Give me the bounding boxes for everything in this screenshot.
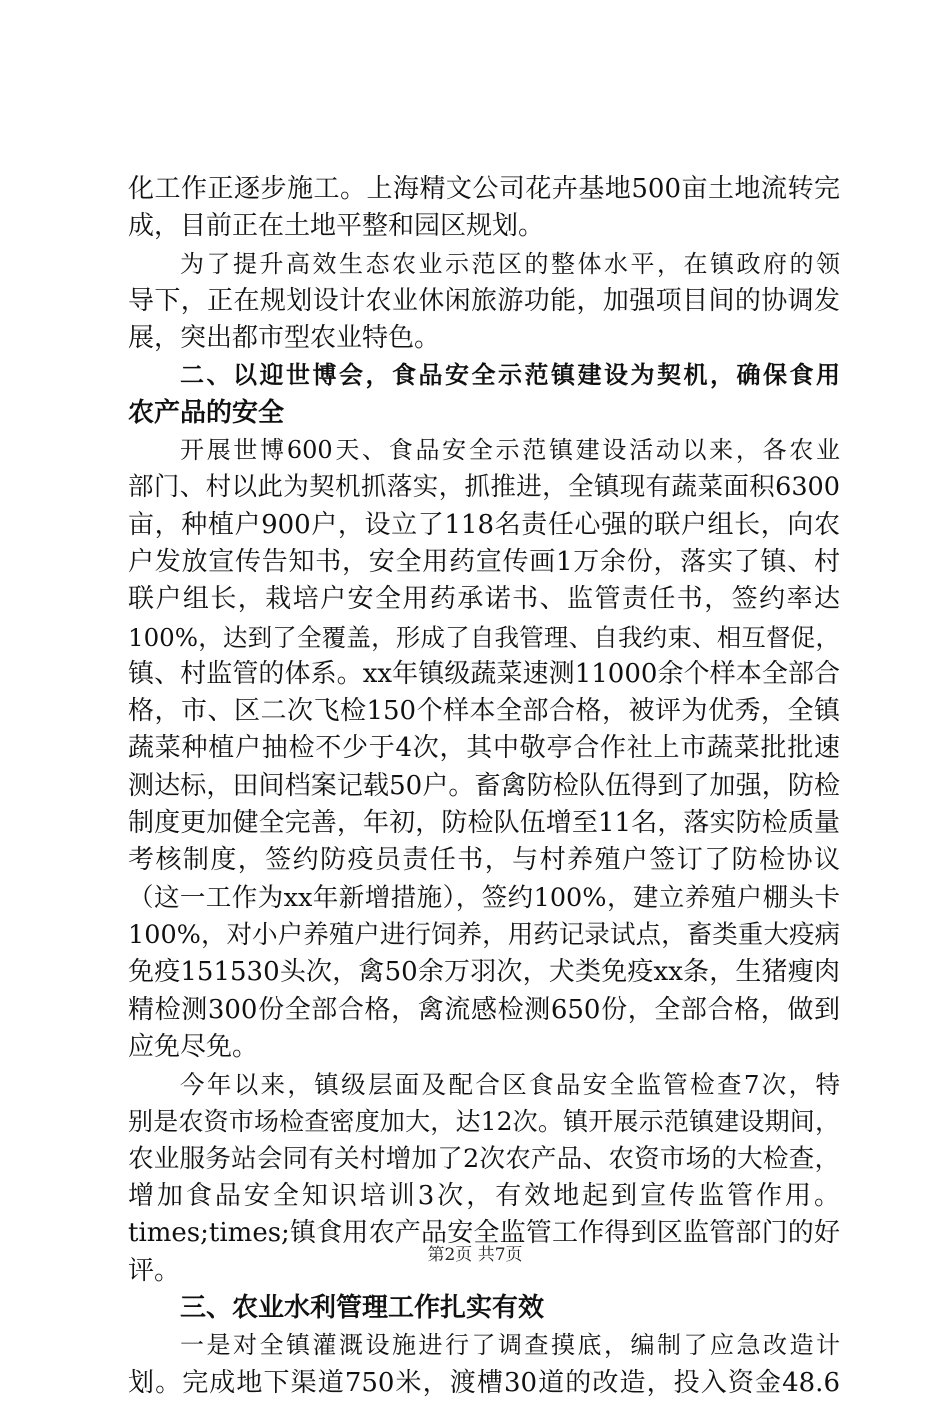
paragraph-line: 成，目前正在土地平整和园区规划。 [128,211,545,242]
document-body [128,171,840,1402]
section-heading-line: 三、农业水利管理工作扎实有效 [180,1292,545,1323]
paragraph-line: 部门、村以此为契机抓落实，抓推进，全镇现有蔬菜面积6300 [128,472,840,503]
paragraph-line: 精检测300份全部合格，禽流感检测650份，全部合格，做到 [128,994,840,1025]
paragraph-line: （这一工作为xx年新增措施），签约100%，建立养殖户棚头卡 [128,882,840,913]
paragraph-line: 测达标，田间档案记载50户。畜禽防检队伍得到了加强，防检 [128,770,840,801]
section-heading-line: 农产品的安全 [128,397,285,428]
paragraph-line: 应免尽免。 [128,1031,259,1062]
paragraph-line: 增加食品安全知识培训3次，有效地起到宣传监管作用。 [128,1181,840,1212]
paragraph-line: 评。 [128,1255,181,1286]
paragraph-line: 开展世博600天、食品安全示范镇建设活动以来，各农业 [180,436,840,465]
paragraph-line: 100%，达到了全覆盖，形成了自我管理、自我约束、相互督促， [128,622,840,652]
paragraph-line: 别是农资市场检查密度加大，达12次。镇开展示范镇建设期间， [128,1107,840,1137]
paragraph-line: 免疫151530头次，禽50余万羽次，犬类免疫xx条，生猪瘦肉 [128,957,840,988]
section-heading-line: 二、以迎世博会，食品安全示范镇建设为契机，确保食用 [180,361,840,390]
paragraph-line: 为了提升高效生态农业示范区的整体水平，在镇政府的领 [180,249,840,278]
paragraph-line: 导下，正在规划设计农业休闲旅游功能，加强项目间的协调发 [128,285,840,316]
paragraph-line: 户发放宣传告知书，安全用药宣传画1万余份，落实了镇、村 [128,546,840,577]
paragraph-line: times;times;镇食用农产品安全监管工作得到区监管部门的好 [128,1218,840,1249]
paragraph-line: 格，市、区二次飞检150个样本全部合格，被评为优秀，全镇 [128,696,840,727]
paragraph-line: 考核制度，签约防疫员责任书，与村养殖户签订了防检协议 [128,845,840,876]
paragraph-line: 化工作正逐步施工。上海精文公司花卉基地500亩土地流转完 [128,174,840,204]
paragraph-line: 联户组长，栽培户安全用药承诺书、监管责任书，签约率达 [128,584,840,615]
page-footer: 第2页 共7页 [427,1245,523,1265]
paragraph-line: 划。完成地下渠道750米，渡槽30道的改造，投入资金48.6 [128,1367,840,1398]
paragraph-line: 今年以来，镇级层面及配合区食品安全监管检查7次，特 [180,1070,840,1100]
paragraph-line: 100%，对小户养殖户进行饲养，用药记录试点，畜类重大疫病 [128,919,840,950]
paragraph-line: 亩，种植户900户，设立了118名责任心强的联户组长，向农 [128,509,840,540]
paragraph-line: 镇、村监管的体系。xx年镇级蔬菜速测11000余个样本全部合 [128,658,840,689]
paragraph-line: 蔬菜种植户抽检不少于4次，其中敬亭合作社上市蔬菜批批速 [128,733,840,764]
paragraph-line: 制度更加健全完善，年初，防检队伍增至11名，落实防检质量 [128,808,840,839]
paragraph-line: 农业服务站会同有关村增加了2次农产品、农资市场的大检查， [128,1143,840,1174]
paragraph-line: 展，突出都市型农业特色。 [128,323,441,354]
paragraph-line: 一是对全镇灌溉设施进行了调查摸底，编制了应急改造计 [180,1331,840,1360]
